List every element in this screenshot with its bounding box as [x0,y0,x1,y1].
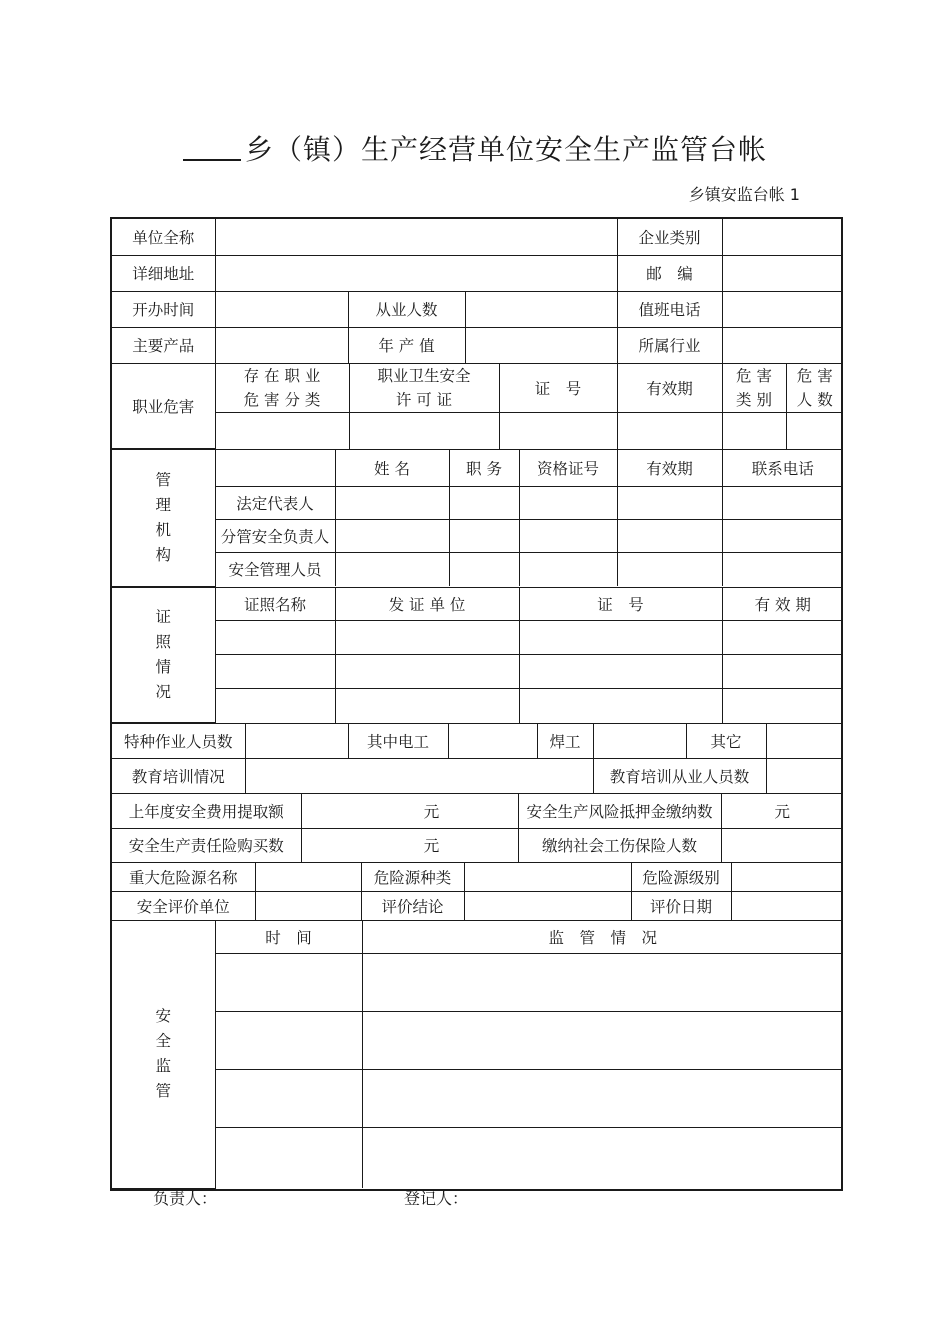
certificate-name-field[interactable] [215,689,335,723]
welder-field[interactable] [593,724,686,758]
risk-deposit-label: 安全生产风险抵押金缴纳数 [518,794,721,828]
certificate-issuer-field[interactable] [335,655,519,689]
title-blank-line [183,135,241,161]
unit-name-field[interactable] [215,219,617,255]
industry-label: 所属行业 [617,327,722,363]
certificate-validity-header: 有 效 期 [722,588,843,621]
safety-staff-name-field[interactable] [335,552,449,586]
address-field[interactable] [215,255,617,291]
title-text: 乡（镇）生产经营单位安全生产监管台帐 [244,133,767,166]
certificates-section [111,587,842,724]
hazard-category-field[interactable] [215,413,349,449]
supervision-time-field[interactable] [215,1011,362,1069]
annual-output-label: 年 产 值 [348,327,465,363]
special-workers-field[interactable] [245,724,348,758]
other-field[interactable] [766,724,843,758]
trained-count-field[interactable] [766,758,843,793]
hazard-license-header: 职业卫生安全 许 可 证 [349,364,499,413]
hazard-source-level-label: 危险源级别 [631,863,731,891]
safety-manager-name-field[interactable] [335,519,449,552]
social-insurance-field[interactable] [721,828,843,862]
hazard-label: 职业危害 [112,364,215,449]
page-title [0,128,950,168]
major-hazard-name-field[interactable] [255,863,361,891]
certificate-issuer-field[interactable] [335,621,519,655]
special-workers-label: 特种作业人员数 [112,724,245,758]
address-label: 详细地址 [112,255,215,291]
welder-label: 焊工 [537,724,593,758]
certificate-number-field[interactable] [519,655,722,689]
training-field[interactable] [245,758,593,793]
management-section [111,450,842,588]
postcode-label: 邮 编 [617,255,722,291]
legal-representative-name-field[interactable] [335,486,449,519]
supervision-situation-field[interactable] [362,1011,843,1069]
last-year-fee-field[interactable]: 元 [301,794,518,828]
legal-representative-phone-field[interactable] [722,486,843,519]
open-time-field[interactable] [215,291,348,327]
hazard-count-header: 危 害 人 数 [786,364,843,413]
supervision-time-field[interactable] [215,1069,362,1127]
safety-staff-validity-field[interactable] [617,552,722,586]
safety-manager-validity-field[interactable] [617,519,722,552]
main-product-field[interactable] [215,327,348,363]
certificate-validity-field[interactable] [722,655,843,689]
evaluation-date-label: 评价日期 [631,891,731,920]
management-header-name: 姓 名 [335,450,449,486]
certificate-name-header: 证照名称 [215,588,335,621]
major-hazard-name-label: 重大危险源名称 [112,863,255,891]
certificate-issuer-header: 发 证 单 位 [335,588,519,621]
ledger-form [110,217,843,1191]
hazard-category-header: 存 在 职 业 危 害 分 类 [215,364,349,413]
legal-representative-validity-field[interactable] [617,486,722,519]
liability-insurance-field[interactable]: 元 [301,828,518,862]
safety-manager-phone-field[interactable] [722,519,843,552]
supervision-situation-field[interactable] [362,1127,843,1188]
legal-representative-label: 法定代表人 [215,486,335,519]
certificate-number-field[interactable] [519,621,722,655]
hazard-type-header: 危 害 类 别 [722,364,786,413]
training-label: 教育培训情况 [112,758,245,793]
certificate-number-field[interactable] [519,689,722,723]
certificate-validity-field[interactable] [722,621,843,655]
enterprise-type-field[interactable] [722,219,843,255]
management-header-validity: 有效期 [617,450,722,486]
electrician-field[interactable] [448,724,537,758]
social-insurance-label: 缴纳社会工伤保险人数 [518,828,721,862]
unit-name-label: 单位全称 [112,219,215,255]
legal-representative-position-field[interactable] [449,486,519,519]
hazard-validity-header: 有效期 [617,364,722,413]
legal-representative-qualification-field[interactable] [519,486,617,519]
certificate-name-field[interactable] [215,621,335,655]
evaluation-result-field[interactable] [464,891,631,920]
hazard-source-level-field[interactable] [731,863,843,891]
certificate-issuer-field[interactable] [335,689,519,723]
occupational-hazard-section [111,364,842,450]
supervision-time-field[interactable] [215,953,362,1011]
annual-output-field[interactable] [465,327,617,363]
hazard-count-field[interactable] [786,413,843,449]
certificates-label: 证 照 情 况 [112,588,215,723]
duty-phone-field[interactable] [722,291,843,327]
management-label: 管 理 机 构 [112,450,215,586]
employees-label: 从业人数 [348,291,465,327]
duty-phone-label: 值班电话 [617,291,722,327]
supervision-label: 安 全 监 管 [112,921,215,1188]
hazard-source-type-field[interactable] [464,863,631,891]
evaluation-unit-label: 安全评价单位 [112,891,255,920]
registrar-label: 登记人： [404,1189,469,1208]
evaluation-date-field[interactable] [731,891,843,920]
safety-supervision-section [111,921,842,1190]
safety-manager-qualification-field[interactable] [519,519,617,552]
responsible-person-label: 负责人： [153,1189,218,1208]
hazard-cert-no-field[interactable] [499,413,617,449]
main-product-label: 主要产品 [112,327,215,363]
certificate-name-field[interactable] [215,655,335,689]
management-header-qualification: 资格证号 [519,450,617,486]
postcode-field[interactable] [722,255,843,291]
supervision-situation-field[interactable] [362,1069,843,1127]
industry-field[interactable] [722,327,843,363]
enterprise-type-label: 企业类别 [617,219,722,255]
form-code: 乡镇安监台帐 1 [688,185,800,204]
management-header-position: 职 务 [449,450,519,486]
supervision-situation-header: 监 管 情 况 [362,921,843,953]
hazard-validity-field[interactable] [617,413,722,449]
special-workers-section [111,724,842,794]
supervision-time-field[interactable] [215,1127,362,1188]
last-year-fee-label: 上年度安全费用提取额 [112,794,301,828]
evaluation-unit-field[interactable] [255,891,361,920]
safety-manager-position-field[interactable] [449,519,519,552]
management-header-phone: 联系电话 [722,450,843,486]
supervision-time-header: 时 间 [215,921,362,953]
trained-count-label: 教育培训从业人员数 [593,758,766,793]
evaluation-result-label: 评价结论 [361,891,464,920]
basic-info-section [111,218,842,364]
hazard-type-field[interactable] [722,413,786,449]
safety-staff-qualification-field[interactable] [519,552,617,586]
risk-deposit-field[interactable]: 元 [721,794,843,828]
hazard-source-type-label: 危险源种类 [361,863,464,891]
certificate-number-header: 证 号 [519,588,722,621]
other-label: 其它 [686,724,766,758]
electrician-label: 其中电工 [348,724,448,758]
supervision-situation-field[interactable] [362,953,843,1011]
open-time-label: 开办时间 [112,291,215,327]
safety-staff-phone-field[interactable] [722,552,843,586]
employees-field[interactable] [465,291,617,327]
liability-insurance-label: 安全生产责任险购买数 [112,828,301,862]
hazard-cert-no-header: 证 号 [499,364,617,413]
safety-fees-section [111,794,842,863]
certificate-validity-field[interactable] [722,689,843,723]
risk-source-section [111,863,842,921]
safety-staff-label: 安全管理人员 [215,552,335,586]
safety-staff-position-field[interactable] [449,552,519,586]
hazard-license-field[interactable] [349,413,499,449]
management-corner-cell [215,450,335,486]
safety-manager-label: 分管安全负责人 [215,519,335,552]
